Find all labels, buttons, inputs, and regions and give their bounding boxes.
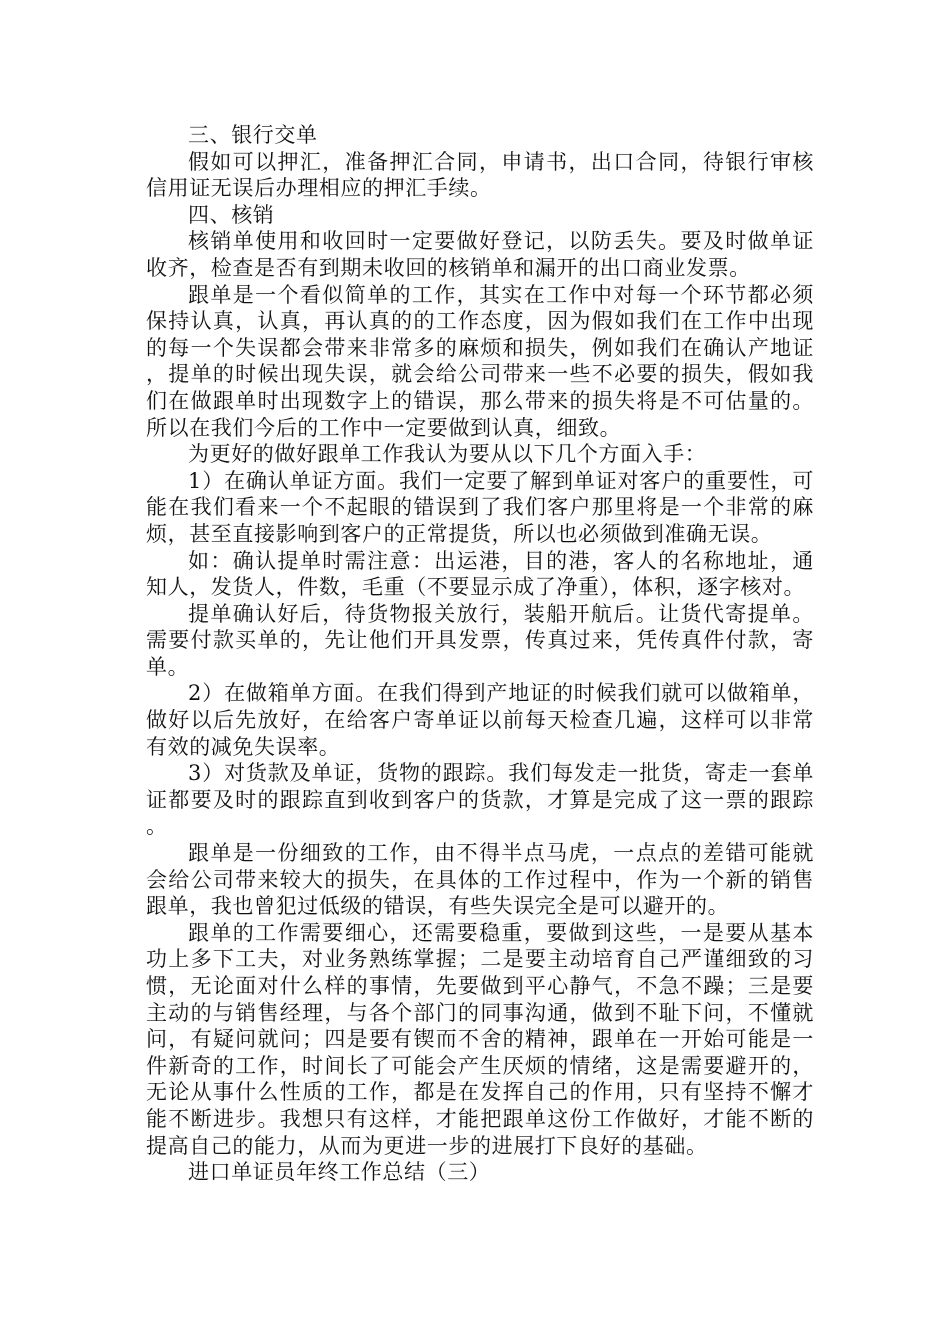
paragraph-order-following: 跟单是一个看似简单的工作，其实在工作中对每一个环节都必须保持认真，认真，再认真的的工作态度，因为假如我们在工作中出现的每一个失误都会带来非常多的麻烦和损失，例如我们在确认产地证，提单的时候出现失误，就会给公司带来一些不必要的损失，假如我们在做跟单时出现数字上的错误，那么带来的损失将是不可估量的。所以在我们今后的工作中一定要做到认真，细致。 — [146, 282, 814, 440]
paragraph-bill-check: 如：确认提单时需注意：出运港，目的港，客人的名称地址，通知人，发货人，件数，毛重（不要显示成了净重），体积，逐字核对。 — [146, 548, 814, 600]
paragraph-approach-intro: 为更好的做好跟单工作我认为要从以下几个方面入手： — [188, 442, 707, 467]
paragraph-verification-forms: 核销单使用和收回时一定要做好登记，以防丢失。要及时做单证收齐，检查是否有到期未收回的核销单和漏开的出口商业发票。 — [146, 229, 814, 280]
section-heading-verification: 四、核销 — [188, 202, 275, 227]
paragraph-point-3: 3）对货款及单证，货物的跟踪。我们每发走一批货，寄走一套单证都要及时的跟踪直到收到客户的货款，才算是完成了这一票的跟踪。 — [146, 761, 814, 839]
paragraph-point-1: 1）在确认单证方面。我们一定要了解到单证对客户的重要性，可能在我们看来一个不起眼的错误到了我们客户那里将是一个非常的麻烦，甚至直接影响到客户的正常提货，所以也必须做到准确无误。 — [146, 468, 814, 546]
section-heading-bank-submission: 三、银行交单 — [188, 123, 318, 147]
paragraph-bill-confirmed: 提单确认好后，待货物报关放行，装船开航后。让货代寄提单。需要付款买单的，先让他们开具发票，传真过来，凭传真件付款，寄单。 — [146, 601, 814, 679]
paragraph-negotiation: 假如可以押汇，准备押汇合同，申请书，出口合同，待银行审核信用证无误后办理相应的押汇手续。 — [146, 149, 814, 201]
document-body — [146, 122, 814, 1186]
paragraph-point-2: 2）在做箱单方面。在我们得到产地证的时候我们就可以做箱单，做好以后先放好，在给客户寄单证以前每天检查几遍，这样可以非常有效的减免失误率。 — [146, 681, 814, 759]
paragraph-requirements: 跟单的工作需要细心，还需要稳重，要做到这些，一是要从基本功上多下工夫，对业务熟练掌握；二是要主动培育自己严谨细致的习惯，无论面对什么样的事情，先要做到平心静气，不急不躁；三是要主动的与销售经理，与各个部门的同事沟通，做到不耻下问，不懂就问，有疑问就问；四是要有锲而不舍的精神，跟单在一开始可能是一件新奇的工作，时间长了可能会产生厌烦的情绪，这是需要避开的，无论从事什么性质的工作，都是在发挥自己的作用，只有坚持不懈才能不断进步。我想只有这样，才能把跟单这份工作做好，才能不断的提高自己的能力，从而为更进一步的进展打下良好的基础。 — [146, 920, 814, 1158]
paragraph-careful-work: 跟单是一份细致的工作，由不得半点马虎，一点点的差错可能就会给公司带来较大的损失，在具体的工作过程中，作为一个新的销售跟单，我也曾犯过低级的错误，有些失误完全是可以避开的。 — [146, 841, 814, 919]
section-heading-summary-three: 进口单证员年终工作总结（三） — [188, 1160, 491, 1185]
